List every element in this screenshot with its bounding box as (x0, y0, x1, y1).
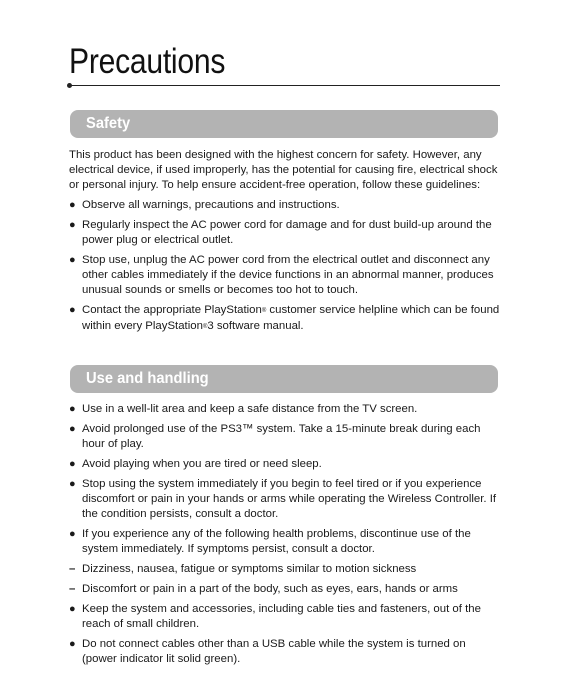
page-title: Precautions (69, 42, 226, 81)
list-item (69, 457, 501, 472)
bullet-icon: ● (69, 423, 76, 435)
list-item (69, 253, 501, 298)
section-header-use-handling (70, 365, 498, 393)
list-item-text: If you experience any of the following health problems, discontinue use of the system immediately. If symptoms persist, consult a doctor. (82, 528, 471, 555)
section-heading-use-handling: Use and handling (86, 370, 209, 387)
safety-content (69, 148, 501, 340)
bullet-icon: ● (69, 199, 76, 211)
list-item-text (82, 304, 499, 332)
registered-mark: ® (261, 308, 267, 314)
list-item-text: Observe all warnings, precautions and instructions. (82, 199, 340, 211)
bullet-icon: ● (69, 638, 76, 650)
text-fragment: Contact the appropriate PlayStation (82, 304, 262, 316)
list-item-text: Keep the system and accessories, including cable ties and fasteners, out of the reach of small children. (82, 603, 481, 630)
safety-bullet-list (69, 198, 501, 335)
list-item (69, 527, 501, 597)
list-item-text: Stop use, unplug the AC power cord from the electrical outlet and disconnect any other cables immediately if the device functions in an abnormal manner, produces unusual sounds or smells or becomes too hot to touch. (82, 254, 494, 296)
dash-icon: – (69, 563, 76, 575)
sub-list-item (69, 562, 501, 577)
bullet-icon: ● (69, 219, 76, 231)
bullet-icon: ● (69, 478, 76, 490)
sub-list-item (69, 582, 501, 597)
bullet-icon: ● (69, 254, 76, 266)
section-heading-safety: Safety (86, 115, 131, 132)
sub-list-item-text: Dizziness, nausea, fatigue or symptoms similar to motion sickness (82, 563, 417, 575)
dash-icon: – (69, 583, 76, 595)
list-item (69, 602, 501, 632)
registered-mark: ® (202, 324, 208, 330)
sub-list-item-text: Discomfort or pain in a part of the body, such as eyes, ears, hands or arms (82, 583, 458, 595)
list-item-text: Avoid prolonged use of the PS3™ system. Take a 15-minute break during each hour of play. (82, 423, 481, 450)
list-item-text: Stop using the system immediately if you begin to feel tired or if you experience discomfort or pain in your hands or arms while operating the Wireless Controller. If the condition persists, consult a doctor. (82, 478, 497, 520)
bullet-icon: ● (69, 603, 76, 615)
list-item (69, 198, 501, 213)
text-fragment: 3 software manual. (207, 320, 304, 332)
section-header-safety (70, 110, 498, 138)
list-item (69, 637, 501, 667)
title-rule (68, 85, 500, 86)
health-problem-sublist (69, 562, 501, 597)
list-item-text: Do not connect cables other than a USB cable while the system is turned on (power indicator lit solid green). (82, 638, 466, 665)
safety-intro: This product has been designed with the highest concern for safety. However, any electrical device, if used improperly, has the potential for causing fire, electrical shock or personal injury. To help ensure accident-free operation, follow these guidelines: (69, 149, 498, 191)
use-handling-bullet-list (69, 402, 501, 667)
list-item (69, 477, 501, 522)
text-fragment: customer service helpline which can be found within every PlayStation (82, 304, 500, 332)
list-item-text: Avoid playing when you are tired or need sleep. (82, 458, 322, 470)
list-item (69, 218, 501, 248)
list-item (69, 422, 501, 452)
list-item-text: Regularly inspect the AC power cord for damage and for dust build-up around the power plug or electrical outlet. (82, 219, 492, 246)
list-item (69, 303, 501, 335)
bullet-icon: ● (69, 528, 76, 540)
bullet-icon: ● (69, 304, 76, 316)
bullet-icon: ● (69, 458, 76, 470)
list-item-text: Use in a well-lit area and keep a safe distance from the TV screen. (82, 403, 418, 415)
bullet-icon: ● (69, 403, 76, 415)
list-item (69, 402, 501, 417)
use-handling-content (69, 402, 501, 672)
